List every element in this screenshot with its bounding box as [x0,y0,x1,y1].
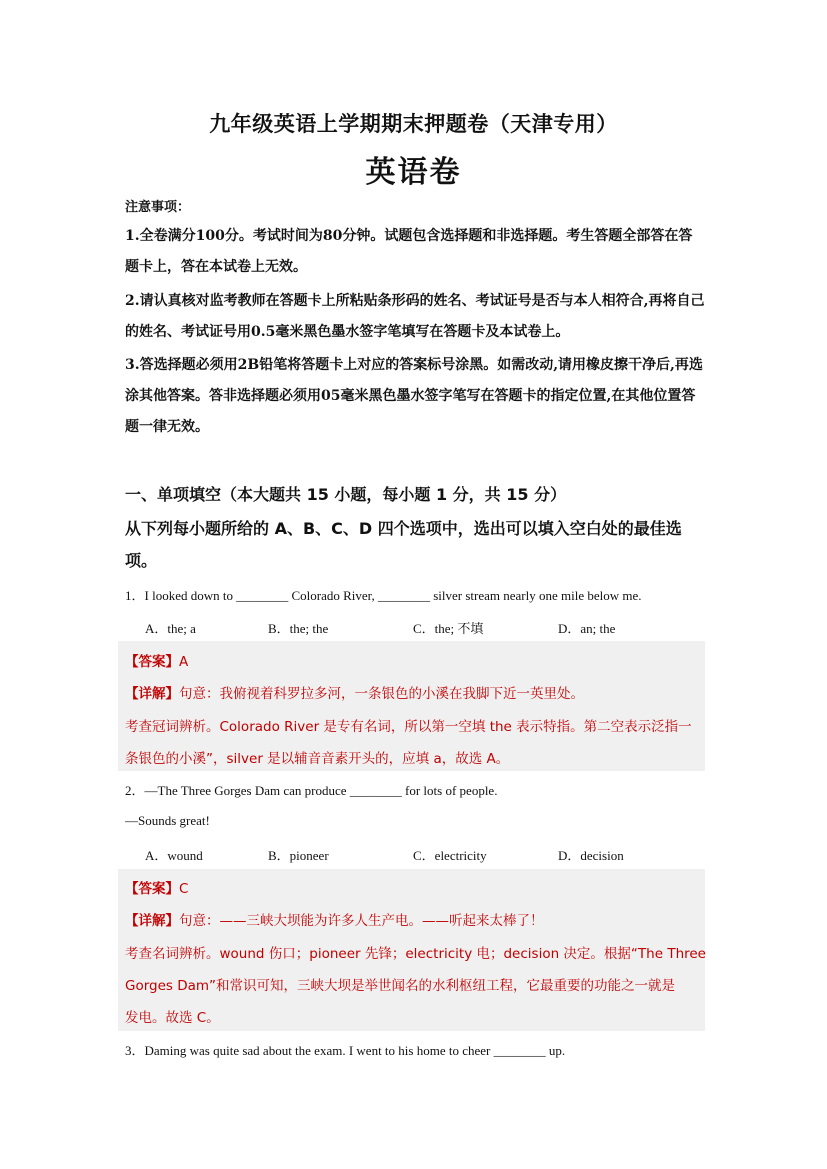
notice-heading: 注意事项： [125,200,191,215]
question-2-detail-line-2: 考查名词辨析。wound 伤口；pioneer 先锋；electricity 电；decision 决定。根据“The Three [125,946,706,962]
question-1-detail-line-2: 考查冠词辨析。Colorado River 是专有名词，所以第一空填 the 表示特指。第二空表示泛指一 [125,719,692,735]
question-2-option-c: C．electricity [413,848,487,863]
question-1-detail-line-3: 条银色的小溪”，silver 是以辅音音素开头的，应填 a，故选 A。 [125,751,510,767]
notice-item-3: 3.答选择题必须用2B铅笔将答题卡上对应的答案标号涂黑。如需改动,请用橡皮擦干净后,再选涂其他答案。答非选择题必须用05毫米黑色墨水签字笔写在答题卡的指定位置,在其他位置答题一律无效。 [125,357,703,435]
section-title: 一、单项填空（本大题共 15 小题，每小题 1 分，共 15 分） [125,485,567,504]
detail-text: 句意：我俯视着科罗拉多河，一条银色的小溪在我脚下近一英里处。 [179,686,584,702]
question-2-option-d: D．decision [558,848,624,863]
question-1-answer [125,650,707,670]
answer-label: 【答案】 [125,881,179,897]
question-2-option-b: B．pioneer [268,848,329,863]
section-description: 从下列每小题所给的 A、B、C、D 四个选项中，选出可以填入空白处的最佳选项。 [125,519,682,570]
question-1-option-b: B．the; the [268,621,329,636]
detail-label: 【详解】 [125,686,179,702]
question-1-option-a: A．the; a [145,621,196,636]
question-1-option-c: C．the; 不填 [413,621,484,636]
detail-label: 【详解】 [125,913,179,929]
answer-label: 【答案】 [125,654,179,670]
answer-value: C [179,881,189,897]
exam-subtitle: 英语卷 [365,155,462,190]
question-2-option-a: A．wound [145,848,203,863]
notice-item-2: 2.请认真核对监考教师在答题卡上所粘贴条形码的姓名、考试证号是否与本人相符合,再将自己的姓名、考试证号用0.5毫米黑色墨水签字笔填写在答题卡及本试卷上。 [125,293,705,340]
question-2-stem: 2．—The Three Gorges Dam can produce ________ for lots of people. [125,783,498,798]
question-2-detail-line-1 [125,909,707,929]
question-1-option-d: D．an; the [558,621,616,636]
notice-item-1: 1.全卷满分100分。考试时间为80分钟。试题包含选择题和非选择题。考生答题全部答在答题卡上，答在本试卷上无效。 [125,228,693,275]
question-2-reply: —Sounds great! [125,813,210,828]
answer-value: A [179,654,189,670]
question-1-stem: 1．I looked down to ________ Colorado River, ________ silver stream nearly one mile below me. [125,588,642,603]
question-2-answer [125,877,707,897]
detail-text: 句意：——三峡大坝能为许多人生产电。——听起来太棒了！ [179,913,544,929]
exam-title: 九年级英语上学期期末押题卷（天津专用） [209,111,618,136]
question-2-detail-line-4: 发电。故选 C。 [125,1010,220,1026]
question-2-detail-line-3: Gorges Dam”和常识可知，三峡大坝是举世闻名的水利枢纽工程，它最重要的功能之一就是 [125,978,676,994]
question-1-detail-line-1 [125,682,707,702]
question-3-stem: 3．Daming was quite sad about the exam. I went to his home to cheer ________ up. [125,1043,566,1058]
